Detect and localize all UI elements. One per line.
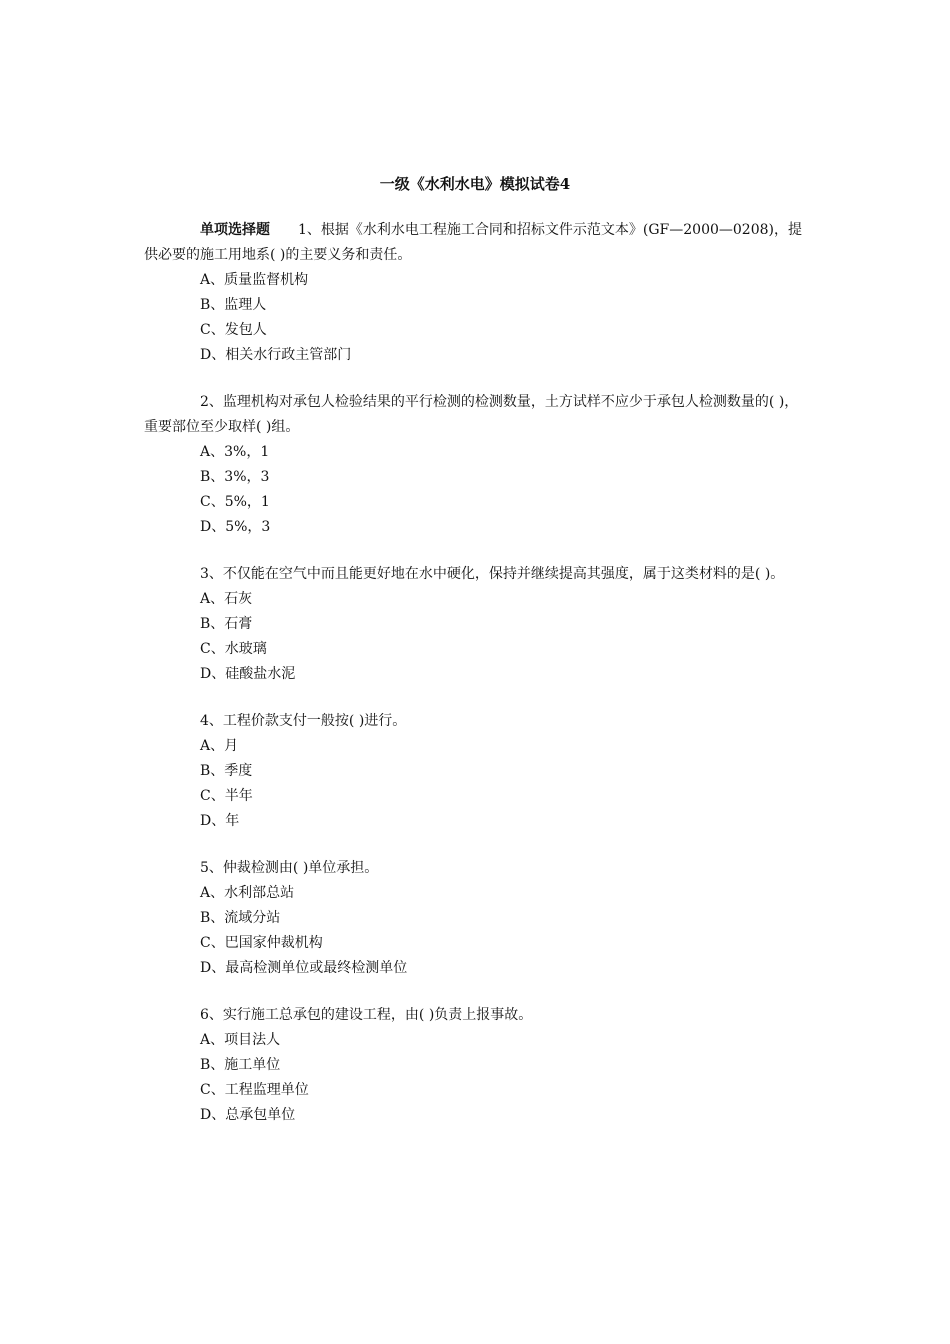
option-c: C、发包人 [200, 322, 267, 338]
option-d: D、5%，3 [200, 519, 271, 535]
option-c: C、工程监理单位 [200, 1082, 309, 1098]
option-c: C、水玻璃 [200, 641, 267, 657]
option-a: A、月 [200, 738, 239, 754]
option-d: D、最高检测单位或最终检测单位 [200, 960, 408, 976]
question-4 [144, 709, 806, 834]
question-stem [144, 218, 806, 268]
question-stem: 5、仲裁检测由( )单位承担。 [200, 860, 379, 876]
option-b: B、施工单位 [200, 1057, 281, 1073]
question-5 [144, 856, 806, 981]
option-b: B、季度 [200, 763, 253, 779]
option-c: C、5%，1 [200, 494, 270, 510]
question-stem: 6、实行施工总承包的建设工程，由( )负责上报事故。 [200, 1007, 533, 1023]
option-a: A、质量监督机构 [200, 272, 309, 288]
option-a: A、石灰 [200, 591, 253, 607]
option-b: B、监理人 [200, 297, 267, 313]
option-b: B、流域分站 [200, 910, 281, 926]
question-text: 1、根据《水利水电工程施工合同和招标文件示范文本》(GF—2000—0208)，提供必要的施工用地系( )的主要义务和责任。 [144, 222, 802, 263]
question-3 [144, 562, 806, 687]
option-a: A、项目法人 [200, 1032, 281, 1048]
question-list [144, 218, 806, 1150]
option-a: A、3%，1 [200, 444, 270, 460]
question-6 [144, 1003, 806, 1128]
question-stem: 3、不仅能在空气中而且能更好地在水中硬化，保持并继续提高其强度，属于这类材料的是( )。 [200, 566, 785, 582]
question-1 [144, 218, 806, 368]
option-c: C、半年 [200, 788, 253, 804]
option-a: A、水利部总站 [200, 885, 295, 901]
option-c: C、巴国家仲裁机构 [200, 935, 323, 951]
document-title: 一级《水利水电》模拟试卷4 [379, 175, 571, 193]
question-stem: 2、监理机构对承包人检验结果的平行检测的检测数量，土方试样不应少于承包人检测数量的( )，重要部位至少取样( )组。 [144, 394, 799, 435]
option-b: B、石膏 [200, 616, 253, 632]
option-d: D、年 [200, 813, 240, 829]
question-2 [144, 390, 806, 540]
option-d: D、相关水行政主管部门 [200, 347, 352, 363]
option-b: B、3%，3 [200, 469, 270, 485]
option-d: D、硅酸盐水泥 [200, 666, 296, 682]
option-d: D、总承包单位 [200, 1107, 296, 1123]
question-stem: 4、工程价款支付一般按( )进行。 [200, 713, 407, 729]
section-label: 单项选择题 [200, 222, 270, 238]
